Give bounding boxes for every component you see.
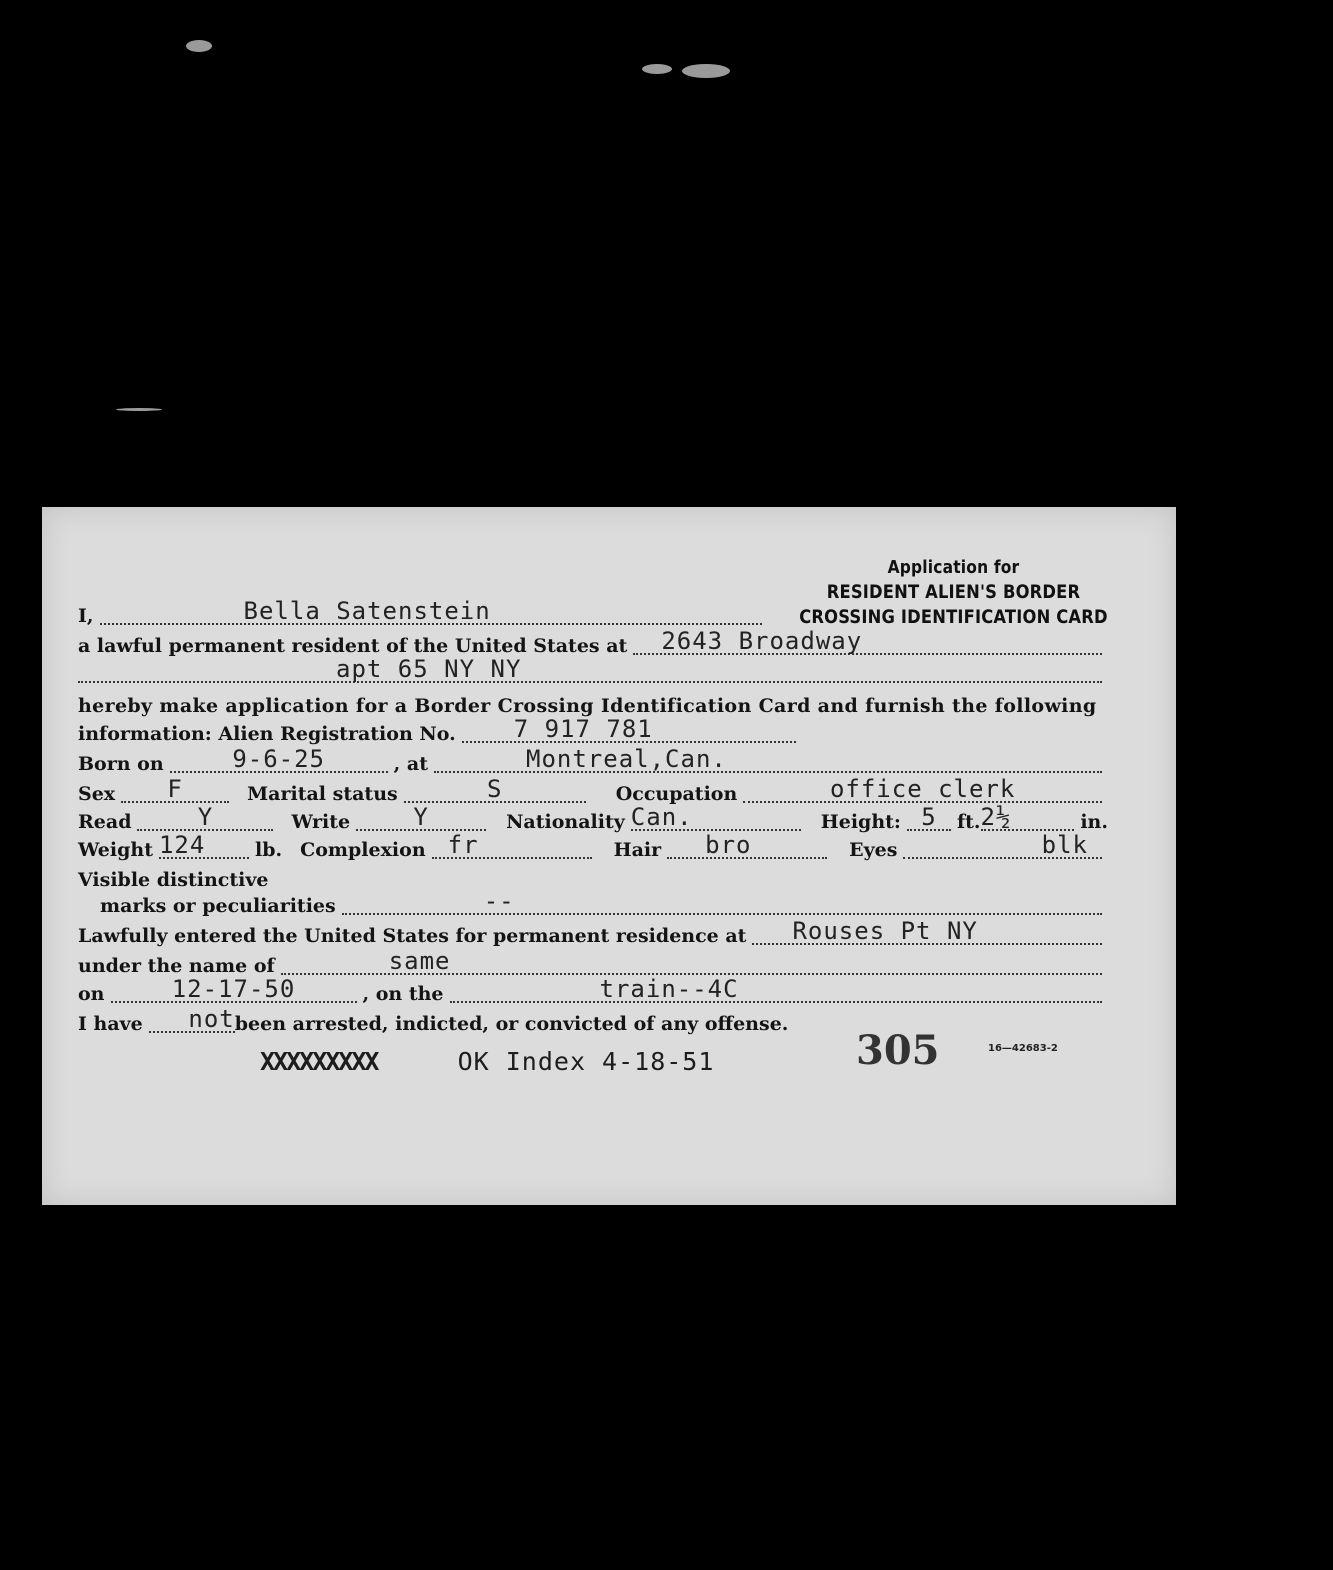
occupation-value: office clerk bbox=[829, 775, 1016, 803]
name-field bbox=[100, 597, 762, 625]
label-eyes: Eyes bbox=[849, 839, 898, 861]
alien-reg-value: 7 917 781 bbox=[513, 715, 653, 743]
label-on: on bbox=[78, 983, 105, 1005]
height-in-field bbox=[981, 803, 1075, 831]
stamp-number: 305 bbox=[856, 1027, 940, 1074]
conveyance-field bbox=[450, 975, 1102, 1003]
alien-reg-field bbox=[462, 715, 796, 743]
label-born-on: Born on bbox=[78, 753, 164, 775]
eyes-value: blk bbox=[1041, 831, 1088, 859]
label-arrested: been arrested, indicted, or convicted of any offense. bbox=[234, 1013, 789, 1035]
hair-value: bro bbox=[705, 831, 752, 859]
card-title bbox=[799, 555, 1108, 630]
arrest-value: not bbox=[188, 1005, 235, 1033]
label-entered: Lawfully entered the United States for permanent residence at bbox=[78, 925, 747, 947]
label-hair: Hair bbox=[613, 839, 662, 861]
entry-name-value: same bbox=[388, 947, 451, 975]
label-weight: Weight bbox=[78, 839, 153, 861]
entry-name-field bbox=[281, 947, 1102, 975]
port-field bbox=[752, 917, 1102, 945]
port-value: Rouses Pt NY bbox=[792, 917, 978, 945]
address-field bbox=[633, 627, 1102, 655]
name-row bbox=[78, 599, 768, 629]
label-visible-1: Visible distinctive bbox=[78, 869, 269, 891]
card-title-line3: CROSSING IDENTIFICATION CARD bbox=[799, 606, 1108, 628]
eyes-field bbox=[903, 831, 1102, 859]
write-value: Y bbox=[413, 803, 429, 831]
sex-value: F bbox=[167, 775, 183, 803]
scan-speck bbox=[642, 64, 672, 74]
birth-place-value: Montreal,Can. bbox=[526, 745, 727, 773]
label-on-the: , on the bbox=[362, 983, 444, 1005]
label-complexion: Complexion bbox=[300, 839, 426, 861]
card-title-line2: RESIDENT ALIEN'S BORDER bbox=[827, 581, 1081, 603]
entered-row bbox=[78, 919, 1108, 949]
label-visible-2: marks or peculiarities bbox=[100, 895, 336, 917]
label-nationality: Nationality bbox=[506, 811, 625, 833]
marks-row bbox=[100, 889, 1108, 919]
marital-field bbox=[404, 775, 586, 803]
born-row bbox=[78, 747, 1108, 777]
label-marital: Marital status bbox=[247, 783, 398, 805]
height-ft-value: 5 bbox=[921, 803, 937, 831]
label-occupation: Occupation bbox=[615, 783, 738, 805]
marks-value: -- bbox=[483, 887, 515, 915]
birth-place-field bbox=[434, 745, 1102, 773]
address-row-2 bbox=[78, 657, 1108, 687]
label-i-have: I have bbox=[78, 1013, 143, 1035]
card-title-line1: Application for bbox=[887, 557, 1020, 578]
birth-date-field bbox=[170, 745, 388, 773]
index-annotation bbox=[260, 1047, 714, 1076]
label-alien-reg: information: Alien Registration No. bbox=[78, 723, 456, 745]
scan-speck bbox=[116, 408, 162, 411]
label-at: , at bbox=[393, 753, 428, 775]
label-write: Write bbox=[291, 811, 351, 833]
marks-field bbox=[342, 887, 1102, 915]
entry-date-row bbox=[78, 977, 1108, 1007]
height-in-value: 2½ bbox=[980, 803, 1012, 831]
entry-date-field bbox=[111, 975, 357, 1003]
strikeout-text: XXXXXXXXX bbox=[260, 1047, 378, 1076]
weight-value: 124 bbox=[158, 831, 206, 859]
occupation-field bbox=[743, 775, 1102, 803]
label-read: Read bbox=[78, 811, 132, 833]
weight-row bbox=[78, 833, 1108, 863]
label-height: Height: bbox=[820, 811, 901, 833]
weight-field bbox=[159, 831, 249, 859]
marital-value: S bbox=[486, 775, 503, 803]
label-sex: Sex bbox=[78, 783, 116, 805]
read-value: Y bbox=[197, 803, 214, 831]
arrest-field bbox=[149, 1005, 235, 1033]
read-field bbox=[137, 803, 273, 831]
address-line1-value: 2643 Broadway bbox=[661, 627, 863, 655]
index-note: OK Index 4-18-51 bbox=[457, 1047, 715, 1076]
arrest-row bbox=[78, 1007, 1108, 1037]
address-line2-value: apt 65 NY NY bbox=[336, 655, 522, 683]
complexion-field bbox=[432, 831, 592, 859]
alien-reg-row bbox=[78, 717, 802, 747]
nationality-value: Can. bbox=[630, 803, 693, 831]
label-i: I, bbox=[78, 605, 94, 627]
label-lb: lb. bbox=[254, 839, 283, 861]
height-ft-field bbox=[907, 803, 951, 831]
border-crossing-card bbox=[42, 507, 1176, 1205]
entry-date-value: 12-17-50 bbox=[171, 975, 296, 1003]
scan-speck bbox=[682, 64, 730, 78]
nationality-field bbox=[631, 803, 801, 831]
name-value: Bella Satenstein bbox=[243, 597, 491, 625]
scan-speck bbox=[186, 40, 212, 52]
write-field bbox=[356, 803, 486, 831]
label-resident: a lawful permanent resident of the United States at bbox=[78, 635, 628, 657]
label-hereby: hereby make application for a Border Crossing Identification Card and furnish the following bbox=[78, 695, 1097, 717]
label-in: in. bbox=[1080, 811, 1108, 833]
conveyance-value: train--4C bbox=[599, 975, 739, 1003]
complexion-value: fr bbox=[447, 831, 479, 859]
label-under-name: under the name of bbox=[78, 955, 275, 977]
birth-date-value: 9-6-25 bbox=[232, 745, 326, 773]
form-number: 16—42683-2 bbox=[988, 1043, 1058, 1054]
sex-field bbox=[121, 775, 229, 803]
hair-field bbox=[667, 831, 827, 859]
address-field-2 bbox=[78, 655, 1102, 683]
label-ft: ft. bbox=[956, 811, 981, 833]
